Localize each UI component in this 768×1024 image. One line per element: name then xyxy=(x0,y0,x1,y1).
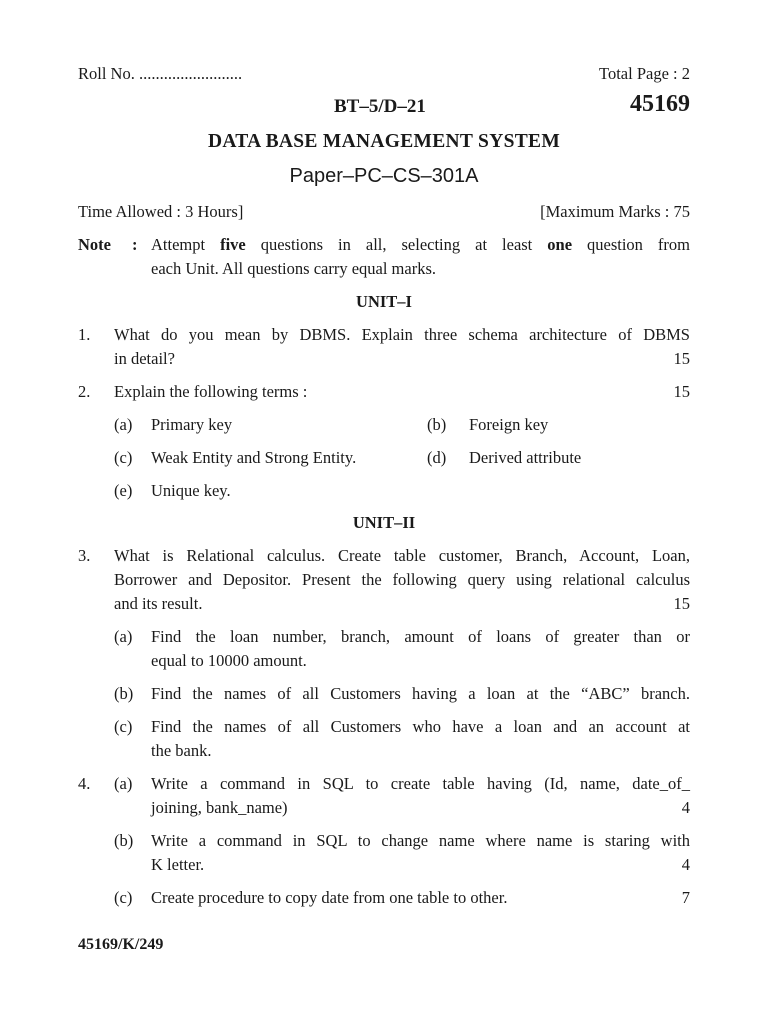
q3-part-a-label: (a) xyxy=(114,627,133,646)
q2-part-d-label: (d) xyxy=(427,448,447,467)
subject-title: DATA BASE MANAGEMENT SYSTEM xyxy=(207,131,561,152)
q3-part-a-line-1: Find the loan number, branch, amount of loans of greater than or xyxy=(151,627,690,646)
q2-part-d-text: Derived attribute xyxy=(469,448,582,467)
question-3-number: 3. xyxy=(78,546,91,565)
q2-part-c-text: Weak Entity and Strong Entity. xyxy=(151,448,357,467)
q3-part-c-line-1: Find the names of all Customers who have a loan and an account at xyxy=(151,717,690,736)
question-3-line-3: and its result. xyxy=(114,594,203,613)
question-4-number: 4. xyxy=(78,774,91,793)
q2-part-e-label: (e) xyxy=(114,481,133,500)
q2-part-e-text: Unique key. xyxy=(151,481,231,500)
note-label: Note xyxy=(78,235,111,254)
question-2-text: Explain the following terms : xyxy=(114,382,308,401)
q3-part-c-line-2: the bank. xyxy=(151,741,212,760)
question-1-line-1: What do you mean by DBMS. Explain three schema architecture of DBMS xyxy=(114,325,690,344)
note-line-1: Attempt five questions in all, selecting at least one question from xyxy=(151,235,690,254)
q4-part-a-line-2: joining, bank_name) xyxy=(151,798,288,817)
q4-part-b-marks: 4 xyxy=(681,855,690,874)
q3-part-b-line-1: Find the names of all Customers having a loan at the “ABC” branch. xyxy=(151,684,690,703)
q3-part-b-label: (b) xyxy=(114,684,134,703)
question-3-line-2: Borrower and Depositor. Present the following query using relational calculus xyxy=(114,570,690,589)
time-allowed: Time Allowed : 3 Hours] xyxy=(78,202,244,221)
note-colon: : xyxy=(132,235,138,254)
q4-part-c-label: (c) xyxy=(114,888,133,907)
footer-code: 45169/K/249 xyxy=(78,936,164,953)
note-line-2: each Unit. All questions carry equal marks. xyxy=(151,259,437,278)
max-marks: [Maximum Marks : 75 xyxy=(540,202,690,221)
question-2-number: 2. xyxy=(78,382,91,401)
q2-part-b-text: Foreign key xyxy=(469,415,549,434)
question-3-line-1: What is Relational calculus. Create table customer, Branch, Account, Loan, xyxy=(114,546,690,565)
q4-part-c-marks: 7 xyxy=(681,888,690,907)
question-1-line-2: in detail? xyxy=(114,349,175,368)
q2-part-c-label: (c) xyxy=(114,448,133,467)
q4-part-b-label: (b) xyxy=(114,831,134,850)
exam-code: BT–5/D–21 xyxy=(334,96,426,117)
total-page: Total Page : 2 xyxy=(599,64,690,83)
question-1-marks: 15 xyxy=(673,349,690,368)
q2-part-a-label: (a) xyxy=(114,415,133,434)
q3-part-a-line-2: equal to 10000 amount. xyxy=(151,651,307,670)
question-1-number: 1. xyxy=(78,325,91,344)
q3-part-c-label: (c) xyxy=(114,717,133,736)
unit-1-heading: UNIT–I xyxy=(356,292,412,311)
unit-2-heading: UNIT–II xyxy=(352,513,416,532)
paper-code: Paper–PC–CS–301A xyxy=(289,165,479,187)
q4-part-b-line-2: K letter. xyxy=(151,855,205,874)
q2-part-a-text: Primary key xyxy=(151,415,233,434)
q4-part-c-line-1: Create procedure to copy date from one table to other. xyxy=(151,888,508,907)
q4-part-a-marks: 4 xyxy=(681,798,690,817)
q4-part-b-line-1: Write a command in SQL to change name where name is staring with xyxy=(151,831,690,850)
q4-part-a-label: (a) xyxy=(114,774,133,793)
roll-number: Roll No. ......................... xyxy=(78,64,243,83)
q2-part-b-label: (b) xyxy=(427,415,447,434)
question-3-marks: 15 xyxy=(673,594,690,613)
q4-part-a-line-1: Write a command in SQL to create table having (Id, name, date_of_ xyxy=(151,774,690,793)
question-2-marks: 15 xyxy=(673,382,690,401)
paper-number: 45169 xyxy=(630,91,690,117)
